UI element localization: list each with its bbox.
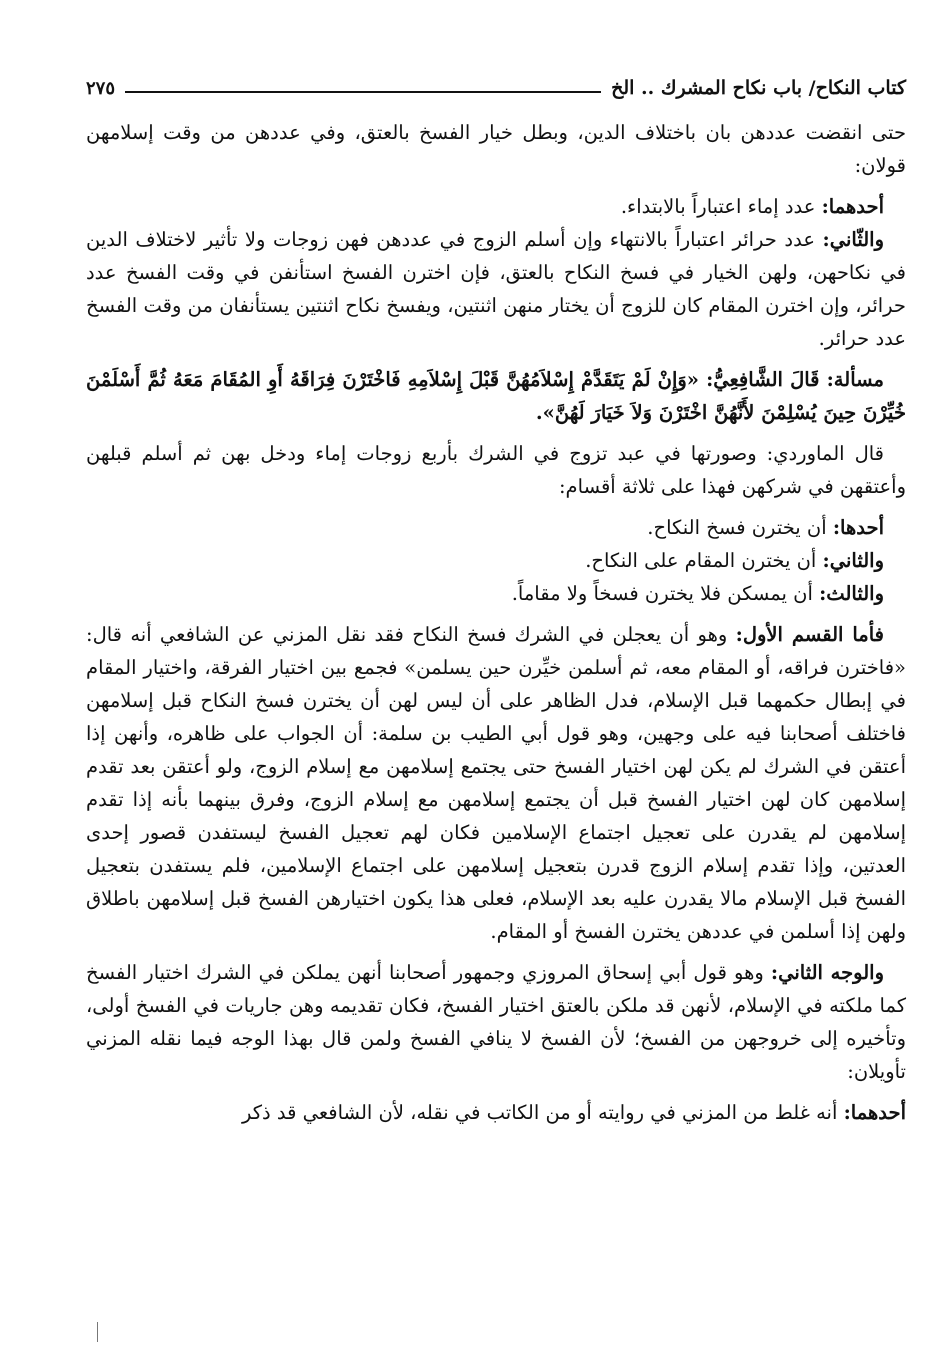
- paragraph: [86, 618, 906, 948]
- paragraph-text: عدد إماء اعتباراً بالابتداء.: [620, 195, 822, 218]
- header-rule: [125, 91, 601, 93]
- paragraph-text: وهو قول أبي إسحاق المروزي وجمهور أصحابنا أنهن يملكن في الشرك اختيار الفسخ كما ملكته في الإسلام، لأنهن قد ملكن بالعتق اختيار الفسخ، فكان تقديمه وهن جاريات في الفسخ أولى، وتأخيره إلى خروجهن من الفسخ؛ لأن الفسخ لا ينافي الفسخ ولمن قال بهذا الوجه فيما نقله المزني تأويلان:: [86, 961, 906, 1083]
- list-item: [86, 544, 906, 577]
- paragraph-text: أن يمسكن فلا يخترن فسخاً ولا مقاماً.: [511, 582, 820, 605]
- paragraph-lead: والثّاني:: [822, 228, 884, 251]
- paragraph: [86, 363, 906, 429]
- paragraph-text: أنه غلط من المزني في روايته أو من الكاتب في نقله، لأن الشافعي قد ذكر: [241, 1101, 844, 1124]
- paragraph: [86, 1096, 906, 1129]
- paragraph-lead: والوجه الثاني:: [770, 961, 884, 984]
- paragraph-lead: أحدهما:: [821, 195, 884, 218]
- paragraph-lead: فأما القسم الأول:: [735, 623, 884, 646]
- paragraph: [86, 223, 906, 355]
- paragraph: [86, 956, 906, 1088]
- scan-margin-mark: [97, 1322, 98, 1342]
- book-page: [86, 70, 906, 1129]
- paragraph-text: قال الماوردي: وصورتها في عبد تزوج في الشرك بأربع زوجات إماء ودخل بهن ثم أسلم قبلهن وأعتقهن في شركهن فهذا على ثلاثة أقسام:: [86, 442, 906, 498]
- list-item: [86, 577, 906, 610]
- paragraph: [86, 437, 906, 503]
- paragraph-text: وهو أن يعجلن في الشرك فسخ النكاح فقد نقل المزني عن الشافعي أنه قال: «فاخترن فراقه، أو المقام معه، ثم أسلمن خيِّرن حين يسلمن» فجمع بين اختيار الفرقة، واختيار المقام في إبطال حكمهما قبل الإسلام، فدل الظاهر على أن ليس لهن أن يخترن فسخ النكاح قبل إسلامهن فاختلف أصحابنا فيه على وجهين، وهو قول أبي الطيب بن سلمة: أن الجواب على ظاهره، وأنهن إذا أعتقن في الشرك لم يكن لهن اختيار الفسخ حتى يجتمع إسلامهن مع إسلام الزوج، ولو أعتقن بعد تقدم إسلامهن كان لهن اختيار الفسخ قبل أن يجتمع إسلامهن مع إسلام الزوج، وفرق بينهما بأنه إذا تقدم إسلامهن لم يقدرن على تعجيل اجتماع الإسلامين فكان لهم تعجيل الفسخ ليستفدن قصور إحدى العدتين، وإذا تقدم إسلام الزوج قدرن بتعجيل إسلامهن على اجتماع الإسلامين، فلم يستفدن بتعجيل الفسخ قبل الإسلام مالا يقدرن عليه بعد الإسلام، فعلى هذا يكون اختيارهن الفسخ قبل إسلامهن باطلاق ولهن إذا أسلمن في عددهن يخترن الفسخ أو المقام.: [86, 623, 906, 943]
- paragraph-lead: والثاني:: [822, 549, 884, 572]
- paragraph-text: أن يخترن فسخ النكاح.: [647, 516, 833, 539]
- page-number: ٢٧٥: [86, 77, 116, 99]
- paragraph: [86, 116, 906, 182]
- paragraph-lead: والثالث:: [819, 582, 884, 605]
- list-item: [86, 511, 906, 544]
- paragraph-lead: مسألة: قَالَ الشَّافِعِيُّ:: [706, 368, 884, 391]
- running-header: [86, 70, 906, 106]
- header-title: كتاب النكاح/ باب نكاح المشرك .. الخ: [611, 77, 906, 99]
- paragraph-text: عدد حرائر اعتباراً بالانتهاء وإن أسلم الزوج في عددهن فهن زوجات ولا تأثير لاختلاف الدين في نكاحهن، ولهن الخيار في فسخ النكاح بالعتق، فإن اخترن الفسخ استأنفن في وقت الفسخ عدد حرائر، وإن اخترن المقام كان للزوج أن يختار منهن اثنتين، ويفسخ نكاح اثنتين يستأنفان من وقت الفسخ عدد حرائر.: [86, 228, 906, 350]
- paragraph-lead: أحدها:: [832, 516, 884, 539]
- paragraph: [86, 190, 906, 223]
- paragraph-lead: أحدهما:: [843, 1101, 906, 1124]
- quote-text: «وَإِنْ لَمْ يَتَقَدَّمْ إِسْلاَمُهُنَّ قَبْلَ إِسْلاَمِهِ فَاخْتَرْنَ فِرَاقَهُ أَوِ المُقَامَ مَعَهُ ثُمَّ أَسْلَمْنَ خُيِّرْنَ حِينَ يُسْلِمْنَ لأَنَّهُنَّ اخْتَرْنَ وَلاَ خَيَارَ لَهُنَّ».: [86, 368, 906, 424]
- paragraph-text: أن يخترن المقام على النكاح.: [585, 549, 823, 572]
- paragraph-text: حتى انقضت عددهن بان باختلاف الدين، وبطل خيار الفسخ بالعتق، وفي عددهن من وقت إسلامهن قولان:: [86, 121, 906, 177]
